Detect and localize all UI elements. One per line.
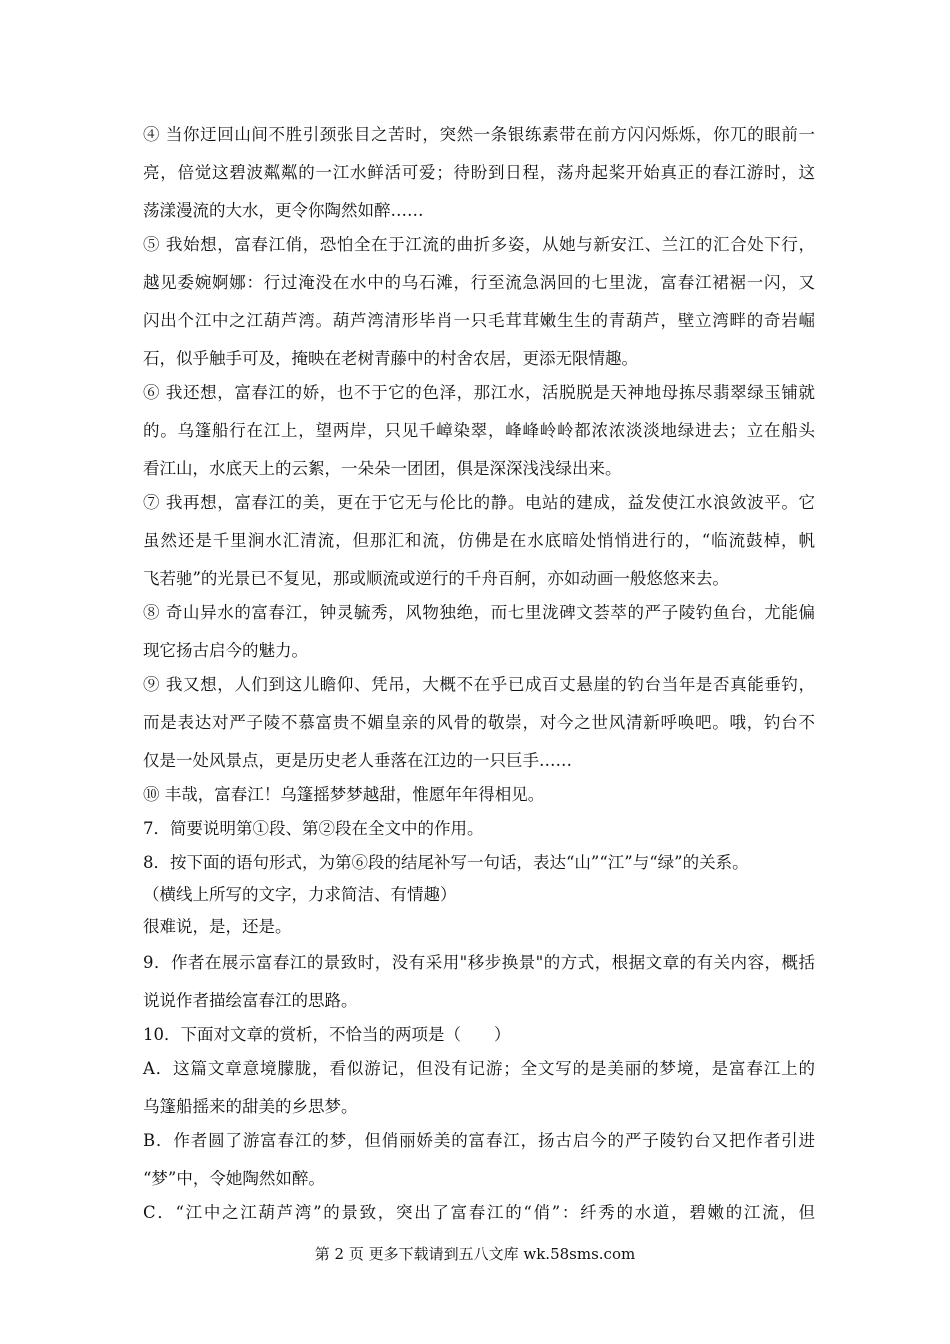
text-line: 荡漾漫流的大水，更令你陶然如醉…… <box>143 201 424 220</box>
text-line: 石，似乎触手可及，掩映在老树青藤中的村舍农居，更添无限情趣。 <box>143 349 638 368</box>
question-10: 10．下面对文章的赏析，不恰当的两项是（ ） <box>143 1025 511 1044</box>
question-9: 9．作者在展示富春江的景致时，没有采用"移步换景"的方式，根据文章的有关内容，概括 <box>143 953 815 972</box>
text-line: ⑧ 奇山异水的富春江，钟灵毓秀，风物独绝，而七里泷碑文荟萃的严子陵钓鱼台，尤能偏 <box>143 603 815 622</box>
text-line: ④ 当你迂回山间不胜引颈张目之苦时，突然一条银练素带在前方闪闪烁烁，你兀的眼前一 <box>143 125 815 144</box>
text-line: 现它扬古启今的魅力。 <box>143 641 308 660</box>
option-b-cont: “梦”中，令她陶然如醉。 <box>143 1169 325 1188</box>
option-a-cont: 乌篷船摇来的甜美的乡思梦。 <box>143 1097 358 1116</box>
question-8: 8．按下面的语句形式，为第⑥段的结尾补写一句话，表达“山”“江”与“绿”的关系。 <box>143 853 749 872</box>
question-8-template: 很难说，是，还是。 <box>143 917 292 936</box>
text-line: ⑥ 我还想，富春江的娇，也不于它的色泽，那江水，活脱脱是天神地母拣尽翡翠绿玉铺就 <box>143 383 815 402</box>
text-line: 而是表达对严子陵不慕富贵不媚皇亲的风骨的敬崇，对今之世风清新呼唤吧。哦，钓台不 <box>143 713 815 732</box>
text-line: ⑦ 我再想，富春江的美，更在于它无与伦比的静。电站的建成，益发使江水浪敛波平。它 <box>143 493 815 512</box>
option-a: A．这篇文章意境朦胧，看似游记，但没有记游；全文写的是美丽的梦境，是富春江上的 <box>143 1059 815 1078</box>
text-line: ⑨ 我又想，人们到这儿瞻仰、凭吊，大概不在乎已成百丈悬崖的钓台当年是否真能垂钓， <box>143 675 815 694</box>
page-footer: 第 2 页 更多下载请到五八文库 wk.58sms.com <box>314 1245 636 1263</box>
text-line: 飞若驰”的光景已不复见，那或顺流或逆行的千舟百舸，亦如动画一般悠悠来去。 <box>143 569 729 588</box>
text-line: 看江山，水底天上的云絮，一朵朵一团团，俱是深深浅浅绿出来。 <box>143 459 622 478</box>
text-line: 虽然还是千里涧水汇清流，但那汇和流，仿佛是在水底暗处悄悄进行的，“临流鼓棹，帆 <box>143 531 815 550</box>
text-line: 越见委婉婀娜：行过淹没在水中的乌石滩，行至流急涡回的七里泷，富春江裙裾一闪，又 <box>143 273 815 292</box>
text-line: 闪出个江中之江葫芦湾。葫芦湾清形毕肖一只毛茸茸嫩生生的青葫芦，壁立湾畔的奇岩崛 <box>143 311 815 330</box>
question-9-cont: 说说作者描绘富春江的思路。 <box>143 991 358 1010</box>
text-line: ⑩ 丰哉，富春江！乌篷摇梦梦越甜，惟愿年年得相见。 <box>143 785 545 804</box>
question-8-note: （横线上所写的文字，力求简洁、有情趣） <box>143 885 457 904</box>
option-b: B．作者圆了游富春江的梦，但俏丽娇美的富春江，扬古启今的严子陵钓台又把作者引进 <box>143 1131 815 1150</box>
option-c: C．“江中之江葫芦湾”的景致，突出了富春江的“俏”：纤秀的水道，碧嫩的江流，但 <box>143 1203 815 1222</box>
text-line: 仅是一处风景点，更是历史老人垂落在江边的一只巨手…… <box>143 751 572 770</box>
text-line: 亮，倍觉这碧波粼粼的一江水鲜活可爱；待盼到日程，荡舟起桨开始真正的春江游时，这 <box>143 163 815 182</box>
text-line: ⑤ 我始想，富春江俏，恐怕全在于江流的曲折多姿，从她与新安江、兰江的汇合处下行， <box>143 235 815 254</box>
text-line: 的。乌篷船行在江上，望两岸，只见千嶂染翠，峰峰岭岭都浓浓淡淡地绿进去；立在船头 <box>143 421 815 440</box>
question-7: 7．简要说明第①段、第②段在全文中的作用。 <box>143 819 484 838</box>
